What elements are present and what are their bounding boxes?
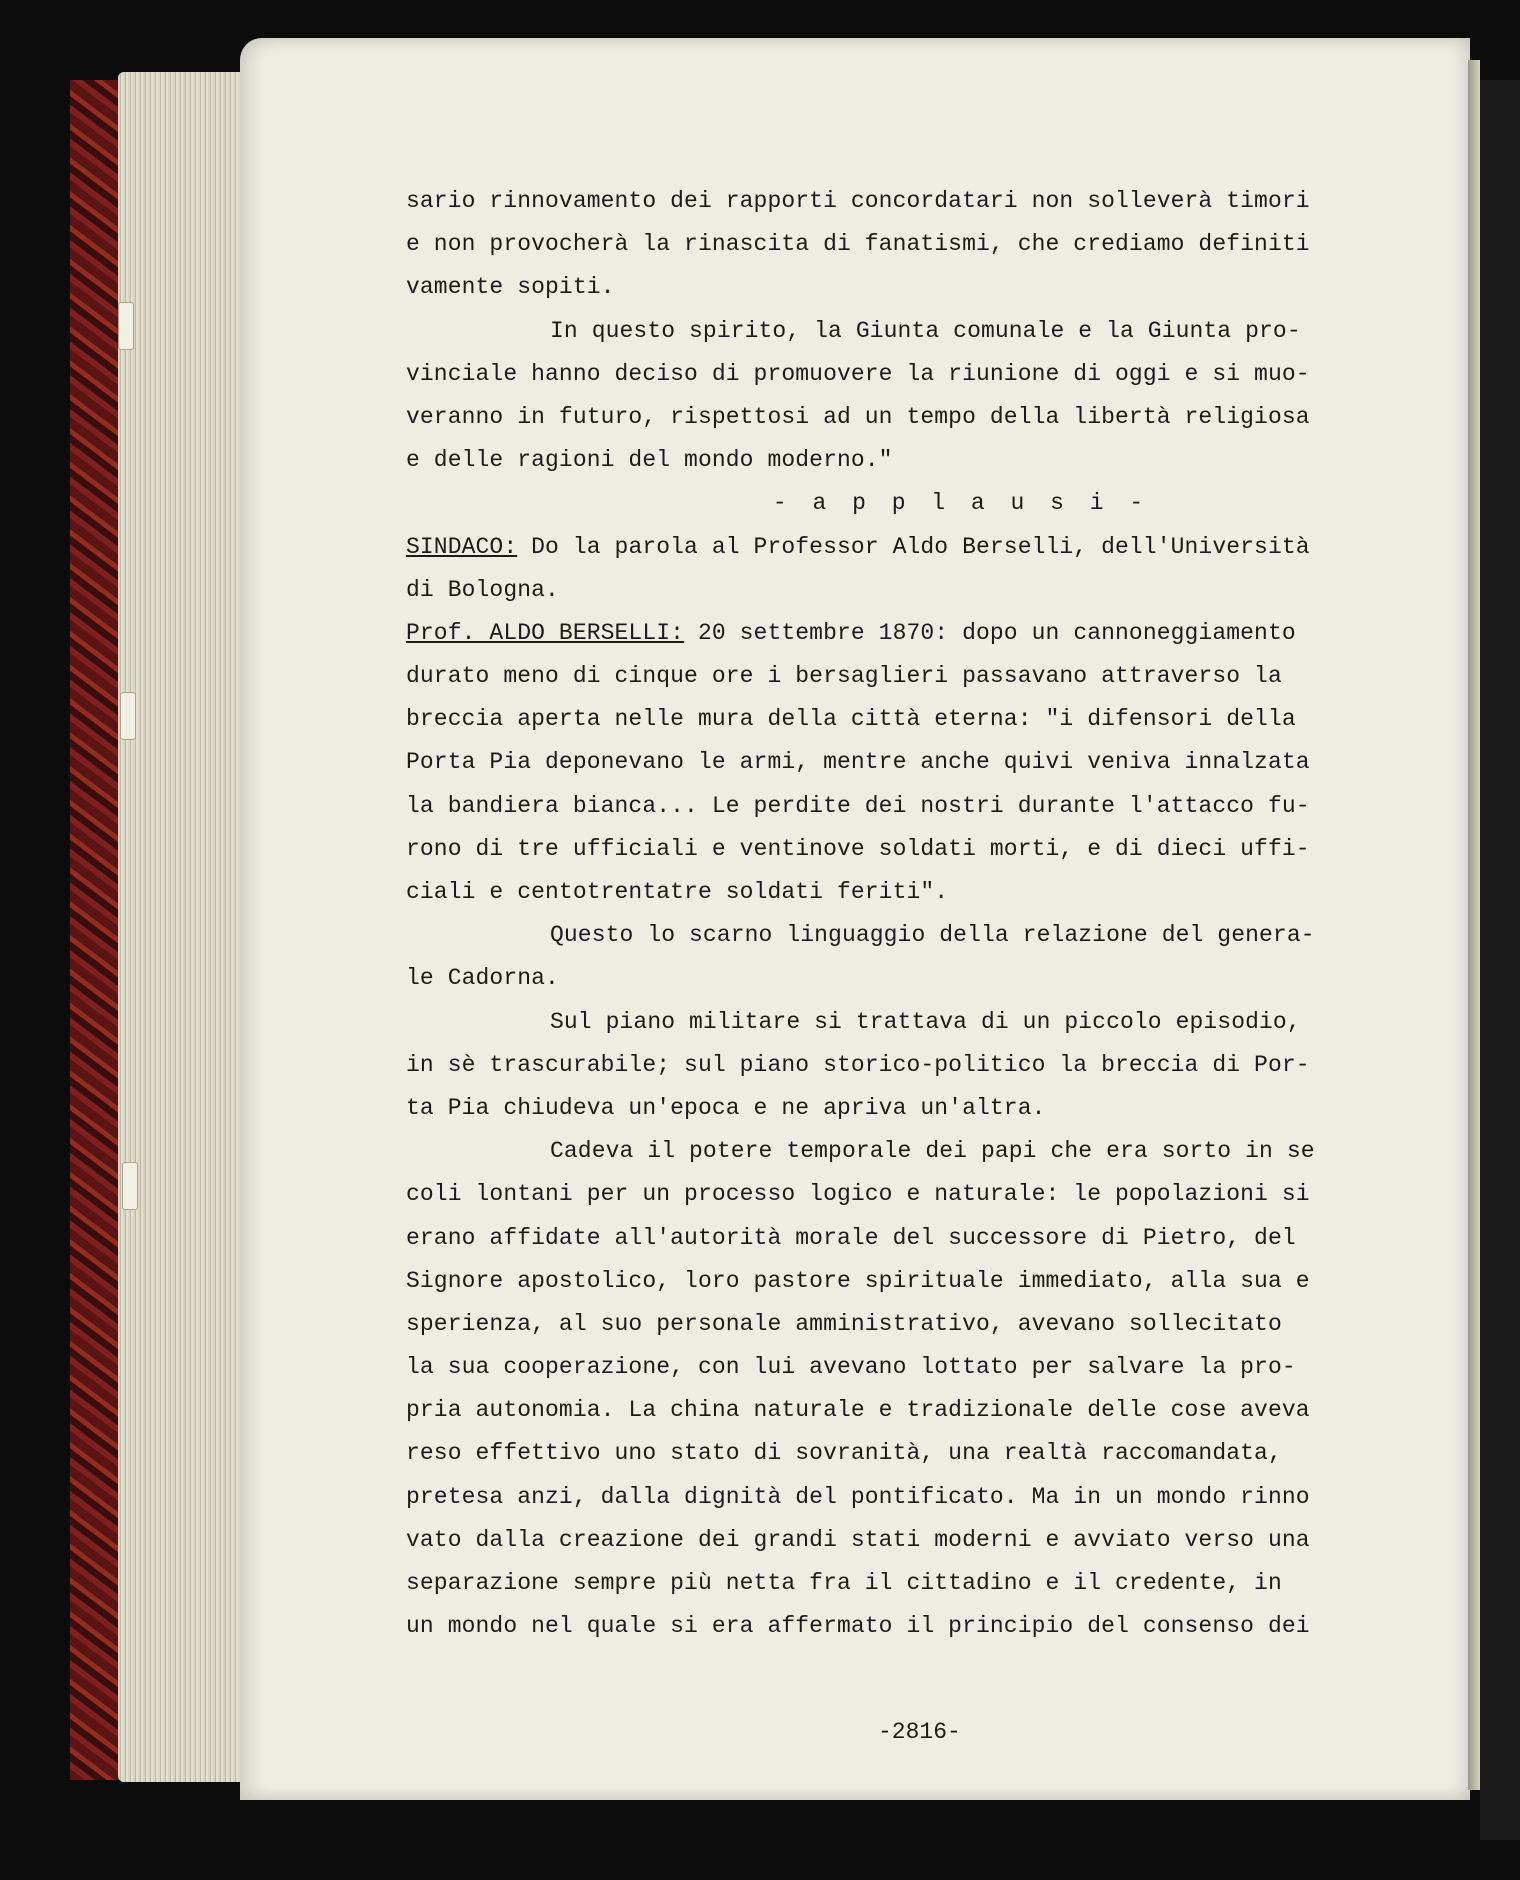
speaker-label-sindaco: SINDACO: — [406, 533, 518, 560]
applause-note: - a p p l a u s i - — [772, 490, 1150, 517]
text-line: rono di tre ufficiali e ventinove soldati morti, e di dieci uffi- — [406, 835, 1310, 862]
page-number: -2816- — [878, 1719, 961, 1745]
typed-text-body — [406, 180, 1346, 1648]
text-line: Sul piano militare si trattava di un piccolo episodio, — [550, 1008, 1301, 1035]
text-line: Porta Pia deponevano le armi, mentre anche quivi veniva innalzata — [406, 749, 1310, 776]
text-line: Questo lo scarno linguaggio della relazione del genera- — [550, 922, 1315, 949]
text-line: e non provocherà la rinascita di fanatismi, che crediamo definiti — [406, 231, 1310, 258]
page-tab — [120, 692, 136, 740]
text-line: la sua cooperazione, con lui avevano lottato per salvare la pro- — [406, 1354, 1296, 1381]
text-line: veranno in futuro, rispettosi ad un tempo della libertà religiosa — [406, 403, 1310, 430]
page-edge — [1468, 60, 1480, 1790]
text-line: vamente sopiti. — [406, 274, 615, 301]
text-line: reso effettivo uno stato di sovranità, una realtà raccomandata, — [406, 1440, 1282, 1467]
text-line: erano affidate all'autorità morale del successore di Pietro, del — [406, 1224, 1296, 1251]
text-line: vato dalla creazione dei grandi stati moderni e avviato verso una — [406, 1526, 1310, 1553]
text-line: In questo spirito, la Giunta comunale e la Giunta pro- — [550, 317, 1301, 344]
right-cover-edge — [1480, 80, 1520, 1840]
text-line: di Bologna. — [406, 576, 559, 603]
text-line: in sè trascurabile; sul piano storico-politico la breccia di Por- — [406, 1051, 1310, 1078]
speaker-line — [406, 526, 1346, 569]
text-line: durato meno di cinque ore i bersaglieri passavano attraverso la — [406, 663, 1282, 690]
text-line: pria autonomia. La china naturale e tradizionale delle cose aveva — [406, 1397, 1310, 1424]
text-line: coli lontani per un processo logico e naturale: le popolazioni si — [406, 1181, 1310, 1208]
text-line: un mondo nel quale si era affermato il principio del consenso dei — [406, 1613, 1310, 1640]
text-line: ta Pia chiudeva un'epoca e ne apriva un'altra. — [406, 1094, 1046, 1121]
text-line: breccia aperta nelle mura della città eterna: "i difensori della — [406, 706, 1296, 733]
text-line: la bandiera bianca... Le perdite dei nostri durante l'attacco fu- — [406, 792, 1310, 819]
text-line: ciali e centotrentatre soldati feriti". — [406, 879, 949, 905]
page-tab — [122, 1162, 138, 1210]
page-tab — [118, 302, 134, 350]
speech-text: Do la parola al Professor Aldo Berselli, dell'Università — [531, 533, 1310, 560]
text-line: separazione sempre più netta fra il cittadino e il credente, in — [406, 1570, 1282, 1596]
text-line: Cadeva il potere temporale dei papi che era sorto in se — [550, 1138, 1315, 1165]
text-line: le Cadorna. — [406, 965, 559, 992]
text-line: vinciale hanno deciso di promuovere la riunione di oggi e si muo- — [406, 360, 1310, 387]
text-line: sperienza, al suo personale amministrativo, avevano sollecitato — [406, 1310, 1282, 1337]
text-line: sario rinnovamento dei rapporti concordatari non solleverà timori — [406, 188, 1310, 214]
speaker-line — [406, 612, 1346, 655]
speaker-label-berselli: Prof. ALDO BERSELLI: — [406, 619, 685, 646]
speech-text: 20 settembre 1870: dopo un cannoneggiamento — [697, 619, 1296, 646]
text-line: Signore apostolico, loro pastore spirituale immediato, alla sua e — [406, 1267, 1310, 1294]
text-line: e delle ragioni del mondo moderno." — [406, 447, 893, 474]
text-line: pretesa anzi, dalla dignità del pontificato. Ma in un mondo rinno — [406, 1483, 1310, 1510]
